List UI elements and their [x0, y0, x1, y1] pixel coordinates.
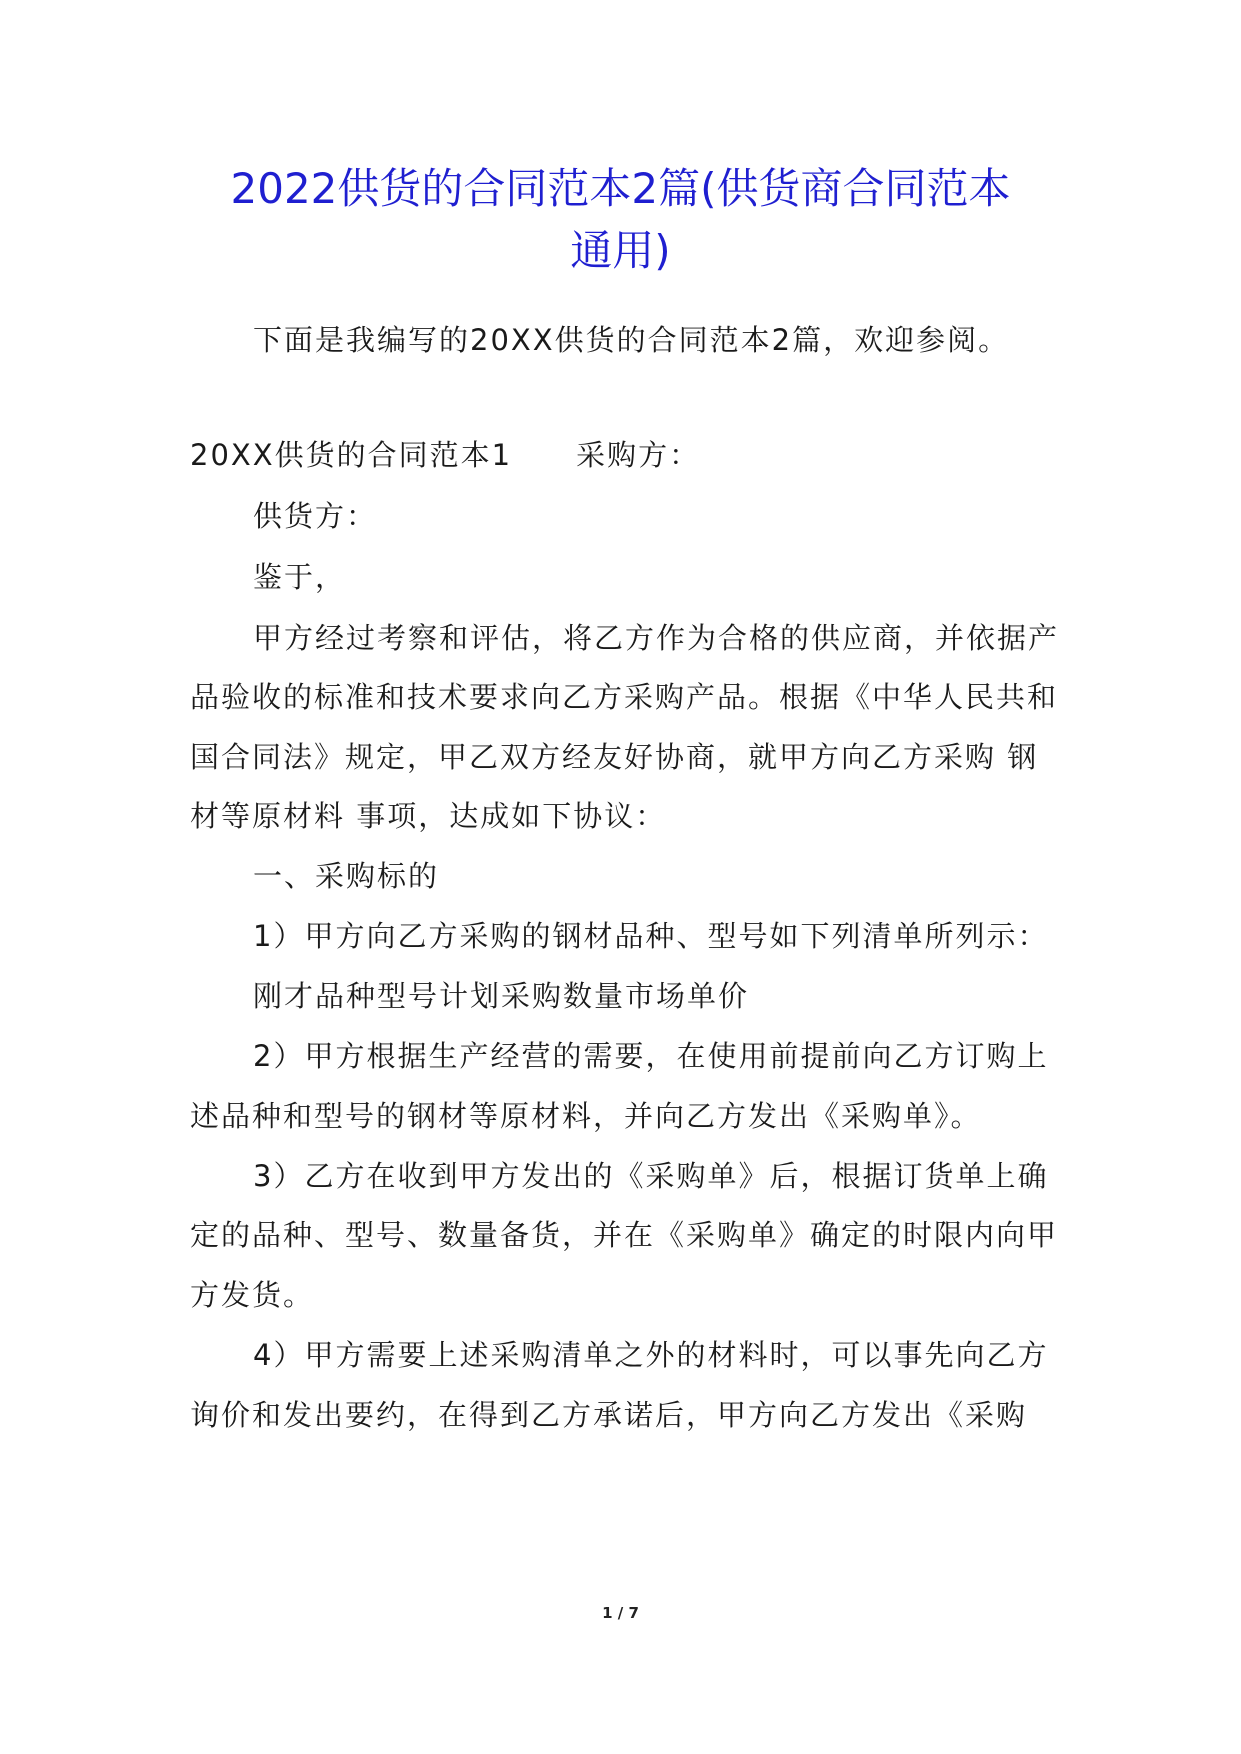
item-2-line: 2）甲方根据生产经营的需要，在使用前提前向乙方订购上	[253, 1039, 1049, 1073]
whereas-text: 鉴于，	[253, 560, 347, 594]
section-heading-line	[190, 436, 1060, 474]
clause-heading: 一、采购标的	[253, 859, 440, 893]
item-1: 1）甲方向乙方采购的钢材品种、型号如下列清单所列示：	[253, 919, 1049, 953]
item-3-line: 3）乙方在收到甲方发出的《采购单》后，根据订货单上确	[253, 1159, 1049, 1193]
title-line-1: 2022供货的合同范本2篇(供货商合同范本	[230, 164, 1011, 213]
table-header-text: 刚才品种型号计划采购数量市场单价	[253, 979, 750, 1013]
item-3-line: 方发货。	[190, 1278, 315, 1312]
item-4-line: 询价和发出要约，在得到乙方承诺后，甲方向乙方发出《采购	[190, 1398, 1028, 1432]
buyer-label: 采购方：	[576, 438, 701, 472]
paragraph-line: 国合同法》规定，甲乙双方经友好协商，就甲方向乙方采购 钢	[190, 740, 1039, 774]
title-line-2: 通用)	[570, 226, 671, 275]
item-2-line: 述品种和型号的钢材等原材料，并向乙方发出《采购单》。	[190, 1099, 982, 1133]
intro-text: 下面是我编写的20XX供货的合同范本2篇，欢迎参阅。	[253, 323, 1010, 357]
supplier-label: 供货方：	[253, 499, 378, 533]
page-indicator: 1 / 7	[602, 1604, 639, 1622]
item-4-line: 4）甲方需要上述采购清单之外的材料时，可以事先向乙方	[253, 1338, 1049, 1372]
document-title	[175, 158, 1066, 282]
paragraph-line: 品验收的标准和技术要求向乙方采购产品。根据《中华人民共和	[190, 680, 1059, 714]
section-heading: 20XX供货的合同范本1	[190, 438, 513, 472]
paragraph-line: 材等原材料 事项，达成如下协议：	[190, 799, 667, 833]
item-3-line: 定的品种、型号、数量备货，并在《采购单》确定的时限内向甲	[190, 1218, 1059, 1252]
paragraph-line: 甲方经过考察和评估，将乙方作为合格的供应商，并依据产	[253, 621, 1060, 655]
